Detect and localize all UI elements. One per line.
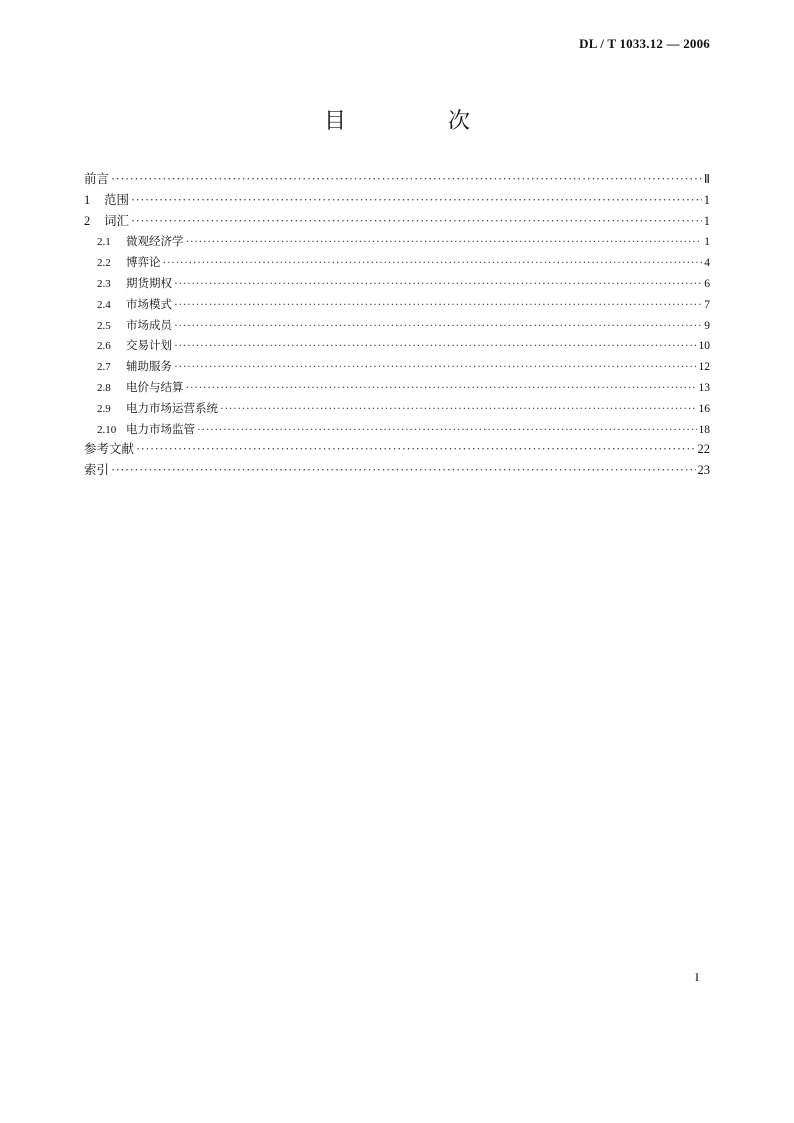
toc-title: 目 次 xyxy=(323,109,510,134)
toc-entry-number: 2.9 xyxy=(97,402,111,415)
toc-entry-number: 2.1 xyxy=(97,236,111,249)
toc-leader-dots xyxy=(186,232,703,253)
toc-entry-label: 电力市场运营系统 xyxy=(126,400,218,415)
toc-entry-label: 电价与结算 xyxy=(126,379,184,394)
toc-entry-label: 微观经济学 xyxy=(126,234,184,249)
toc-leader-dots xyxy=(111,460,695,481)
toc-leader-dots xyxy=(111,169,702,190)
toc-entry-label: 词汇 xyxy=(104,212,130,228)
toc-leader-dots xyxy=(136,439,695,460)
toc-entry-label: 辅助服务 xyxy=(126,359,172,374)
toc-entry[interactable] xyxy=(84,252,710,273)
toc-entry-label: 市场模式 xyxy=(126,296,172,311)
toc-entry[interactable] xyxy=(84,190,710,211)
toc-entry-page: 1 xyxy=(704,236,710,249)
toc-leader-dots xyxy=(197,420,697,441)
toc-entry-label: 市场成员 xyxy=(126,317,172,332)
document-code: DL / T 1033.12 — 2006 xyxy=(579,36,710,51)
toc-entry-page: 10 xyxy=(698,340,710,353)
toc-entry[interactable] xyxy=(84,439,710,460)
toc-entry-label: 博弈论 xyxy=(126,255,161,270)
toc-entry-label: 电力市场监管 xyxy=(126,421,195,436)
toc-entry-label: 范围 xyxy=(104,191,130,207)
toc-entry[interactable] xyxy=(84,460,710,481)
toc-entry-label: 前言 xyxy=(84,171,110,186)
toc-entry-number: 2.5 xyxy=(97,319,111,332)
toc-entry-label: 索引 xyxy=(84,462,110,478)
toc-entry-label: 期货期权 xyxy=(126,275,172,290)
toc-entry-page: 22 xyxy=(697,442,710,457)
toc-entry-page: 7 xyxy=(704,298,710,311)
toc-leader-dots xyxy=(186,378,697,399)
toc-entry[interactable] xyxy=(84,273,710,294)
toc-entry-number: 2.3 xyxy=(97,277,111,290)
toc-leader-dots xyxy=(174,295,702,316)
toc-entry-number: 2.10 xyxy=(97,423,117,436)
toc-entry-page: 18 xyxy=(698,423,710,436)
toc-entry-number: 2 xyxy=(84,213,91,228)
toc-leader-dots xyxy=(174,357,697,378)
toc-entry[interactable] xyxy=(84,377,710,398)
toc-entry[interactable] xyxy=(84,398,710,419)
toc-leader-dots xyxy=(174,316,702,337)
toc-entry-page: 9 xyxy=(704,319,710,332)
toc-entry-page: 16 xyxy=(698,402,710,415)
toc-entry-page: 6 xyxy=(704,277,710,290)
toc-entry-page: 1 xyxy=(703,192,710,207)
toc-leader-dots xyxy=(163,253,703,274)
toc-entry-label: 参考文献 xyxy=(84,441,135,457)
toc-leader-dots xyxy=(174,274,702,295)
toc-entry[interactable] xyxy=(84,315,710,336)
toc-entry-page: 1 xyxy=(703,213,710,228)
toc-entry[interactable] xyxy=(84,211,710,232)
toc-entry-page: 12 xyxy=(698,361,710,374)
toc-entry-page: 4 xyxy=(704,257,710,270)
toc-entry-number: 2.8 xyxy=(97,381,111,394)
table-of-contents xyxy=(84,169,710,481)
toc-entry[interactable] xyxy=(84,294,710,315)
toc-entry-number: 1 xyxy=(84,192,91,207)
toc-leader-dots xyxy=(220,399,697,420)
toc-entry-number: 2.4 xyxy=(97,298,111,311)
toc-entry-number: 2.6 xyxy=(97,340,111,353)
toc-leader-dots xyxy=(131,190,702,211)
toc-entry-page: Ⅱ xyxy=(703,172,710,186)
toc-entry[interactable] xyxy=(84,356,710,377)
toc-entry-label: 交易计划 xyxy=(126,338,172,353)
page-number: I xyxy=(695,970,699,984)
toc-entry-page: 23 xyxy=(697,463,710,478)
toc-entry[interactable] xyxy=(84,231,710,252)
toc-entry-page: 13 xyxy=(698,381,710,394)
toc-entry-number: 2.7 xyxy=(97,361,111,374)
toc-entry-number: 2.2 xyxy=(97,257,111,270)
toc-entry[interactable] xyxy=(84,419,710,440)
toc-entry[interactable] xyxy=(84,335,710,356)
toc-leader-dots xyxy=(131,211,702,232)
toc-entry[interactable] xyxy=(84,169,710,190)
toc-leader-dots xyxy=(174,336,697,357)
